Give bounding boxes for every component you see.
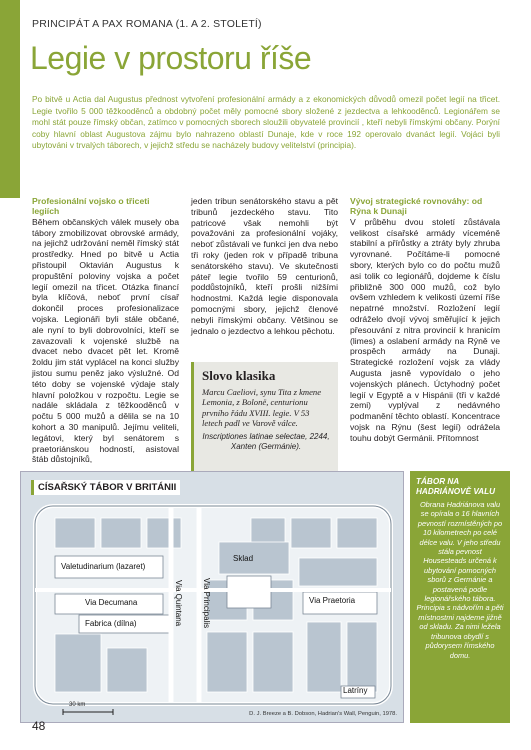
section-heading-army: Profesionální vojsko o třiceti legiích [32, 196, 150, 217]
section-heading-strategy: Vývoj strategické rovnováhy: od Rýna k Dunaji [350, 196, 483, 217]
column-2 [191, 196, 338, 336]
column-3-text: V průběhu dvou století zůstávala velikost císařské armády víceméně stabilní a přírůstky a ztráty byly zhruba vyrovnané. Počítáme-li pomocné sbory, kterých bylo co do počtu mužů asi tolik co legionářů, dojdeme k číslu přibližně 300 000 mužů, což bylo ovšem vzhledem k velikosti území říše nepatrné množství. Rozložení legií odráželo dvojí vývoj směřující k jejich přesouvání z nitra provincií k hranicím (limes) a oslabení armády na Rýně ve prospěch armády na Dunaji. Strategické rozložení vojsk za vlády Augusta jasně vypovídalo o jeho vojenských plánech. Úctyhodný počet legií v Egyptě a v Hispánii (tři v každé zemi) vyplýval z nedávného podmanění těchto oblastí. Koncentrace vojsk na Rýnu (šest legií) odrážela touhu dobýt Germánii. Přítomnost [350, 216, 500, 443]
map-scale-label: 30 km [69, 702, 86, 708]
map-label-valetudinarium: Valetudinarium (lazaret) [61, 562, 146, 571]
map-label-via-quintana: Via Quintana [174, 580, 183, 627]
quote-title: Slovo klasika [202, 368, 276, 383]
column-1-text: Během občanských válek musely oba tábory zmobilizovat obrovské armády, na jejichž udržování neměl římský stát prostředky. Hned po bitvě u Actia přistoupil Oktavián Augustus k propuštění poloviny vojska a počet legií omezil na třicet. Otázka financí byla klíčová, neboť první císař dokončil proces profesionalizace vojska. Legionáři byli stále občané, ale nyní to byli dobrovolníci, kteří se zavazovali k vojenské službě na dvacet nebo dvacet pět let. Kromě žoldu jim stát vyplácel na konci služby jistou sumu peněz jako výslužné. Od této doby se vojenské výdaje staly hlavní položkou v rozpočtu. Legie se nadále skládala z těžkooděnců v počtu 5 000 mužů a dělila se na 10 kohort a 30 manipulů. Jejímu veliteli, legátovi, který byl senátorem s praetoriánskou hodností, asistoval štáb důstojníků, [32, 216, 179, 465]
quote-citation: Inscriptiones latinae selectae, 2244, Xanten (Germánie). [202, 431, 330, 451]
accent-sidebar-bar [0, 0, 20, 198]
column-1 [32, 196, 179, 465]
section-kicker: PRINCIPÁT A PAX ROMANA (1. A 2. STOLETÍ) [32, 18, 262, 30]
map-label-fabrica: Fabrica (dílna) [85, 619, 137, 628]
column-3 [350, 196, 500, 444]
page-title: Legie v prostoru říše [30, 40, 312, 76]
map-label-via-praetoria: Via Praetoria [309, 596, 356, 605]
quote-text: Marcu Caeliovi, synu Tita z kmene Lemonia, z Bolonë, centurionu prvního řádu XVIII. legie. V 53 letech padl ve Varově válce. [202, 387, 322, 429]
hadrian-wall-sidebox [410, 471, 510, 723]
map-label-latriny: Latríny [343, 686, 368, 695]
camp-map [20, 471, 404, 723]
map-label-via-principalis: Via Principalis [202, 578, 211, 629]
lead-paragraph: Po bitvě u Actia dal Augustus přednost vytvoření profesionální armády a z ekonomických důvodů omezil počet legií na třicet. Legie tvořilo 5 000 těžkooděnců a obdobný počet měly pomocné sbory složené z jezdectva a lehkooděnců. Legionářem se mohl stát pouze římský občan, zatímco v pomocných sborech sloužili obyvatelé provincií , kteří nebyli římskými občany. Porýní coby hlavní oblast Augustova zájmu bylo nahrazeno oblastí Dunaje, kde v roce 192 operovalo dvanáct legií. Vojáci byli ubytováni v trvalých táborech, v jejichž středu se nacházely budovy velitelství (principia). [32, 94, 500, 151]
map-title: CÍSAŘSKÝ TÁBOR V BRITÁNII [31, 480, 180, 495]
sidebox-title: TÁBOR NA HADRIÁNOVĚ VALU [416, 477, 495, 496]
column-2-text: jeden tribun senátorského stavu a pět tribunů jezdeckého stavu. Tito patricové však nemohli být považováni za profesionální vojáky, neboť zůstávali ve funkci jen dva nebo tři roky (jeden rok v případě tribuna senátorského stavu). Ve skutečnosti páteř legie tvořilo 59 centurionů, poddůstojníků, kteří prošli nižšími hodnostmi. Každá legie disponovala pomocnými sbory, jejichž členové nebyli římskými občany. Většinou se jednalo o jezdectvo a lehkou pěchotu. [191, 196, 338, 336]
map-label-sklad: Sklad [233, 554, 254, 563]
sidebox-text: Obrana Hadriánova valu se opírala o 16 hlavních pevností rozmístěných po 10 kilometrech po celé délce valu. V jeho středu stála pevnost Housesteads určená k ubytování pomocných sborů z Germánie a postavená podle legionářského tábora. Principia s nádvořím a pěti místnostmi najdeme jižně od skladu. Za nimi ležela tribunova obydlí s půdorysem římského domu. [416, 500, 504, 660]
quote-box [191, 362, 338, 479]
map-credit: D. J. Breeze a B. Dobson, Hadrian's Wall, Penguin, 1978. [249, 711, 397, 717]
map-label-via-decumana: Via Decumana [85, 598, 138, 607]
page-number: 48 [32, 719, 46, 733]
